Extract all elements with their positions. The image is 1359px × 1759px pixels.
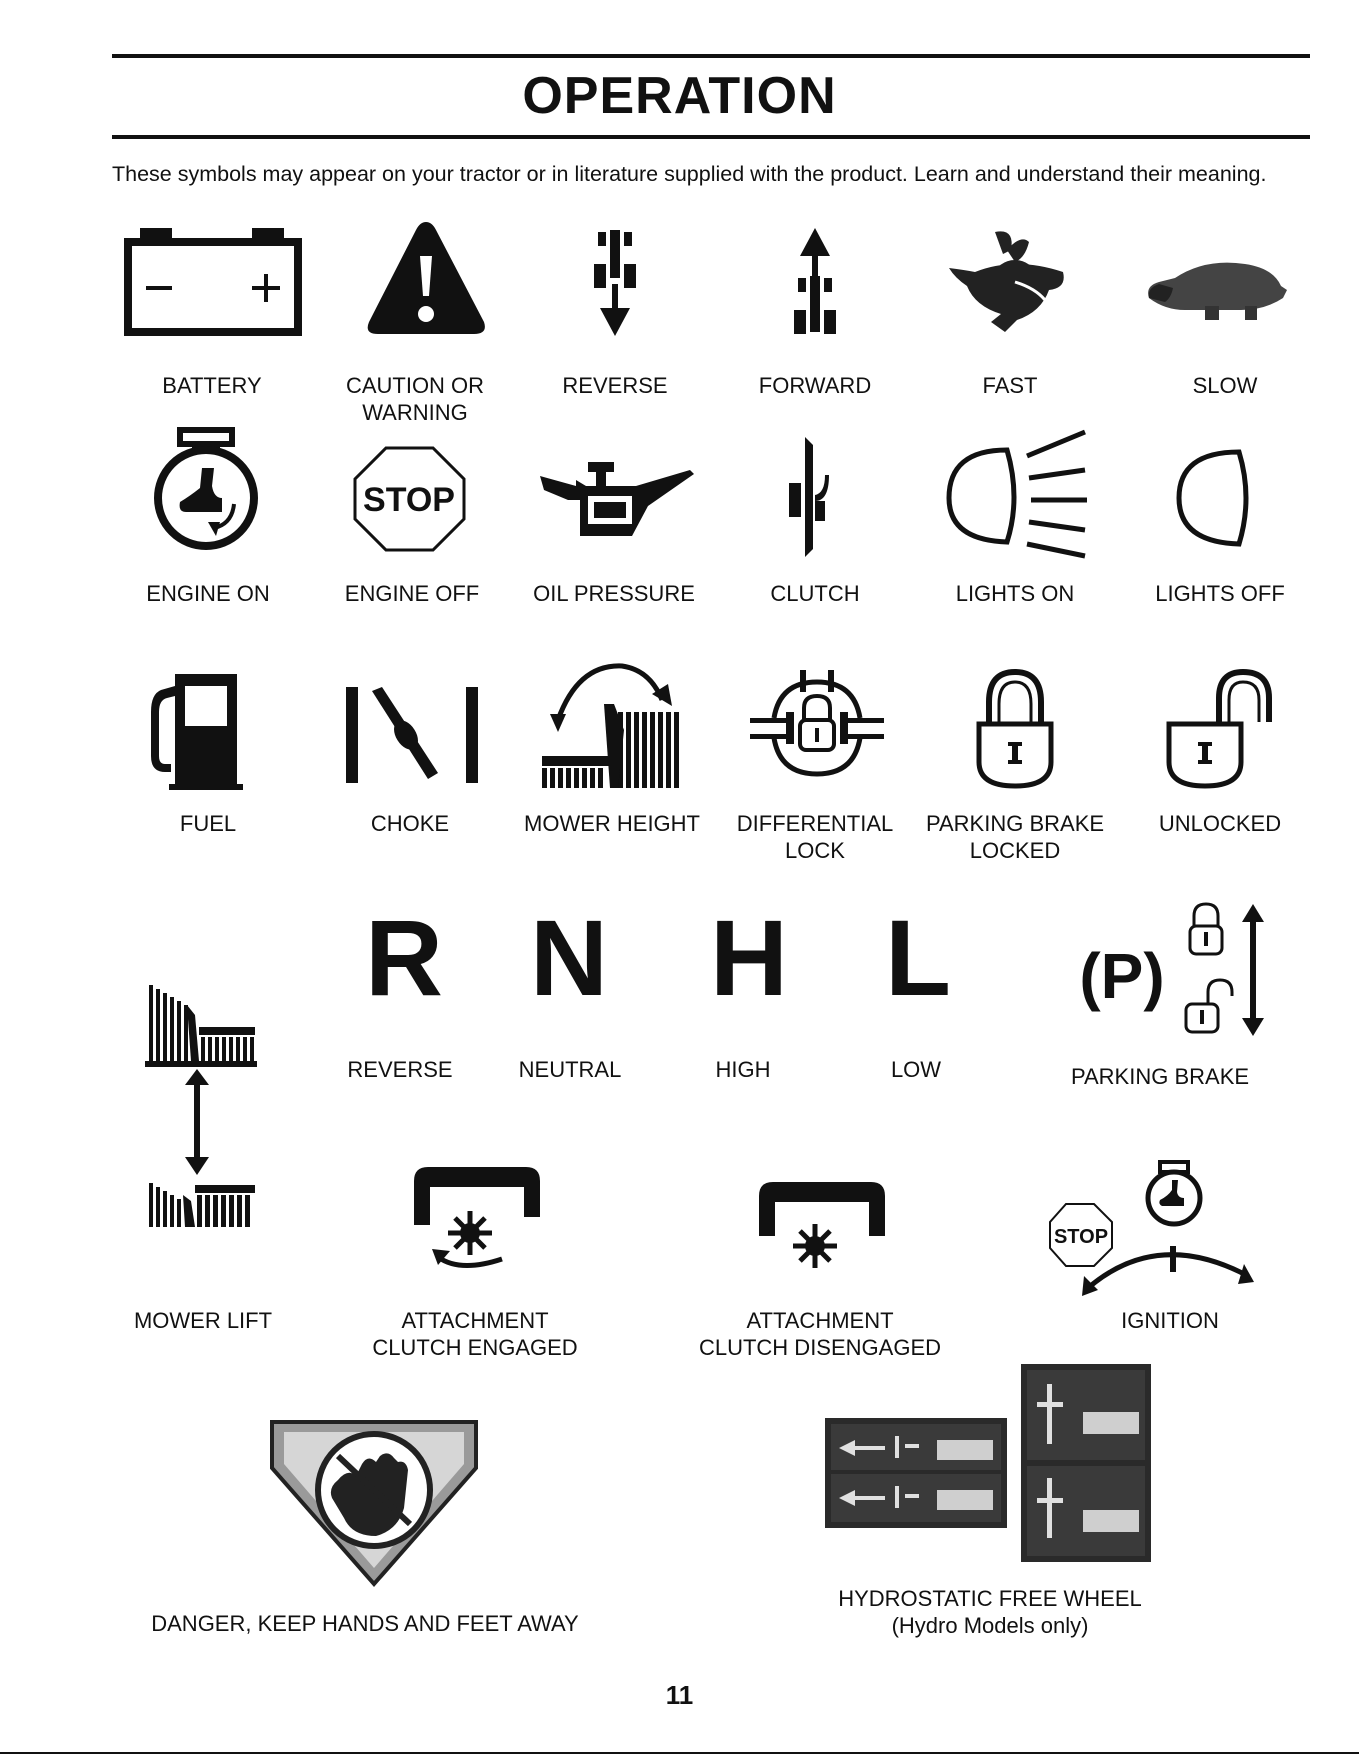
mower-lift-label: MOWER LIFT bbox=[133, 1308, 273, 1333]
gear-low-letter: L bbox=[885, 897, 951, 1018]
gear-reverse-letter: R bbox=[365, 897, 443, 1018]
parking-locked-label: PARKING BRAKE LOCKED bbox=[925, 811, 1105, 863]
tractor-reverse-icon bbox=[590, 228, 640, 338]
lights-off-label: LIGHTS OFF bbox=[1155, 581, 1285, 606]
parking-brake-icon bbox=[1060, 900, 1272, 1040]
gear-high-letter: H bbox=[710, 897, 788, 1018]
engine-on-icon bbox=[150, 426, 262, 554]
mower-height-label: MOWER HEIGHT bbox=[524, 811, 700, 836]
intro-text: These symbols may appear on your tractor or in literature supplied with the product. Learn and understand their meaning. bbox=[112, 162, 1267, 186]
bottom-rule bbox=[0, 1752, 1359, 1754]
title-rule bbox=[112, 135, 1310, 139]
engine-off-label: ENGINE OFF bbox=[344, 581, 480, 606]
choke-icon bbox=[342, 685, 482, 785]
clutch-label: CLUTCH bbox=[770, 581, 860, 606]
reverse-tractor-label: REVERSE bbox=[562, 373, 668, 398]
tractor-forward-icon bbox=[790, 226, 840, 338]
choke-label: CHOKE bbox=[370, 811, 450, 836]
svg-text:(P): (P) bbox=[1079, 940, 1165, 1012]
padlock-unlocked-icon bbox=[1165, 668, 1275, 792]
headlight-off-icon bbox=[1175, 448, 1255, 548]
battery-label: BATTERY bbox=[162, 373, 262, 398]
oil-can-icon bbox=[540, 460, 695, 542]
hydro-label: HYDROSTATIC FREE WHEEL (Hydro Models only) bbox=[838, 1586, 1142, 1638]
slow-label: SLOW bbox=[1192, 373, 1258, 398]
page-title: OPERATION bbox=[522, 67, 837, 125]
gear-low-label: LOW bbox=[890, 1057, 942, 1082]
differential-lock-label: DIFFERENTIAL LOCK bbox=[736, 811, 894, 863]
fuel-pump-icon bbox=[145, 672, 245, 792]
mower-height-icon bbox=[538, 660, 688, 792]
battery-icon bbox=[124, 228, 302, 336]
forward-label: FORWARD bbox=[758, 373, 872, 398]
svg-text:STOP: STOP bbox=[1053, 1226, 1109, 1248]
attachment-disengaged-icon bbox=[755, 1180, 890, 1280]
clutch-icon bbox=[785, 435, 830, 560]
gear-neutral-letter: N bbox=[530, 897, 608, 1018]
ignition-icon bbox=[1048, 1158, 1263, 1298]
attachment-engaged-icon bbox=[410, 1165, 545, 1280]
stop-sign-icon bbox=[352, 445, 467, 553]
parking-brake-label: PARKING BRAKE bbox=[1070, 1064, 1250, 1089]
turtle-icon bbox=[1145, 258, 1290, 328]
gear-neutral-label: NEUTRAL bbox=[518, 1057, 622, 1082]
headlight-on-icon bbox=[945, 428, 1090, 560]
warning-triangle-icon bbox=[364, 218, 489, 338]
oil-pressure-label: OIL PRESSURE bbox=[533, 581, 695, 606]
lights-on-label: LIGHTS ON bbox=[955, 581, 1075, 606]
page-number: 11 bbox=[665, 1680, 694, 1710]
danger-hand-icon bbox=[268, 1418, 480, 1588]
gear-high-label: HIGH bbox=[715, 1057, 771, 1082]
danger-label: DANGER, KEEP HANDS AND FEET AWAY bbox=[151, 1611, 579, 1636]
differential-lock-icon bbox=[748, 668, 886, 788]
ignition-label: IGNITION bbox=[1121, 1308, 1219, 1333]
mower-lift-icon bbox=[145, 975, 260, 1230]
engine-on-label: ENGINE ON bbox=[146, 581, 270, 606]
rabbit-icon bbox=[945, 228, 1070, 338]
fast-label: FAST bbox=[982, 373, 1038, 398]
top-rule bbox=[112, 54, 1310, 58]
fuel-label: FUEL bbox=[179, 811, 237, 836]
attachment-disengaged-label: ATTACHMENT CLUTCH DISENGAGED bbox=[698, 1308, 942, 1360]
caution-label: CAUTION OR WARNING bbox=[345, 373, 485, 425]
svg-text:STOP: STOP bbox=[363, 481, 455, 519]
unlocked-label: UNLOCKED bbox=[1158, 811, 1282, 836]
attachment-engaged-label: ATTACHMENT CLUTCH ENGAGED bbox=[372, 1308, 578, 1360]
padlock-locked-icon bbox=[975, 668, 1055, 792]
hydrostatic-decal-icon bbox=[825, 1362, 1153, 1566]
gear-reverse-label: REVERSE bbox=[347, 1057, 453, 1082]
